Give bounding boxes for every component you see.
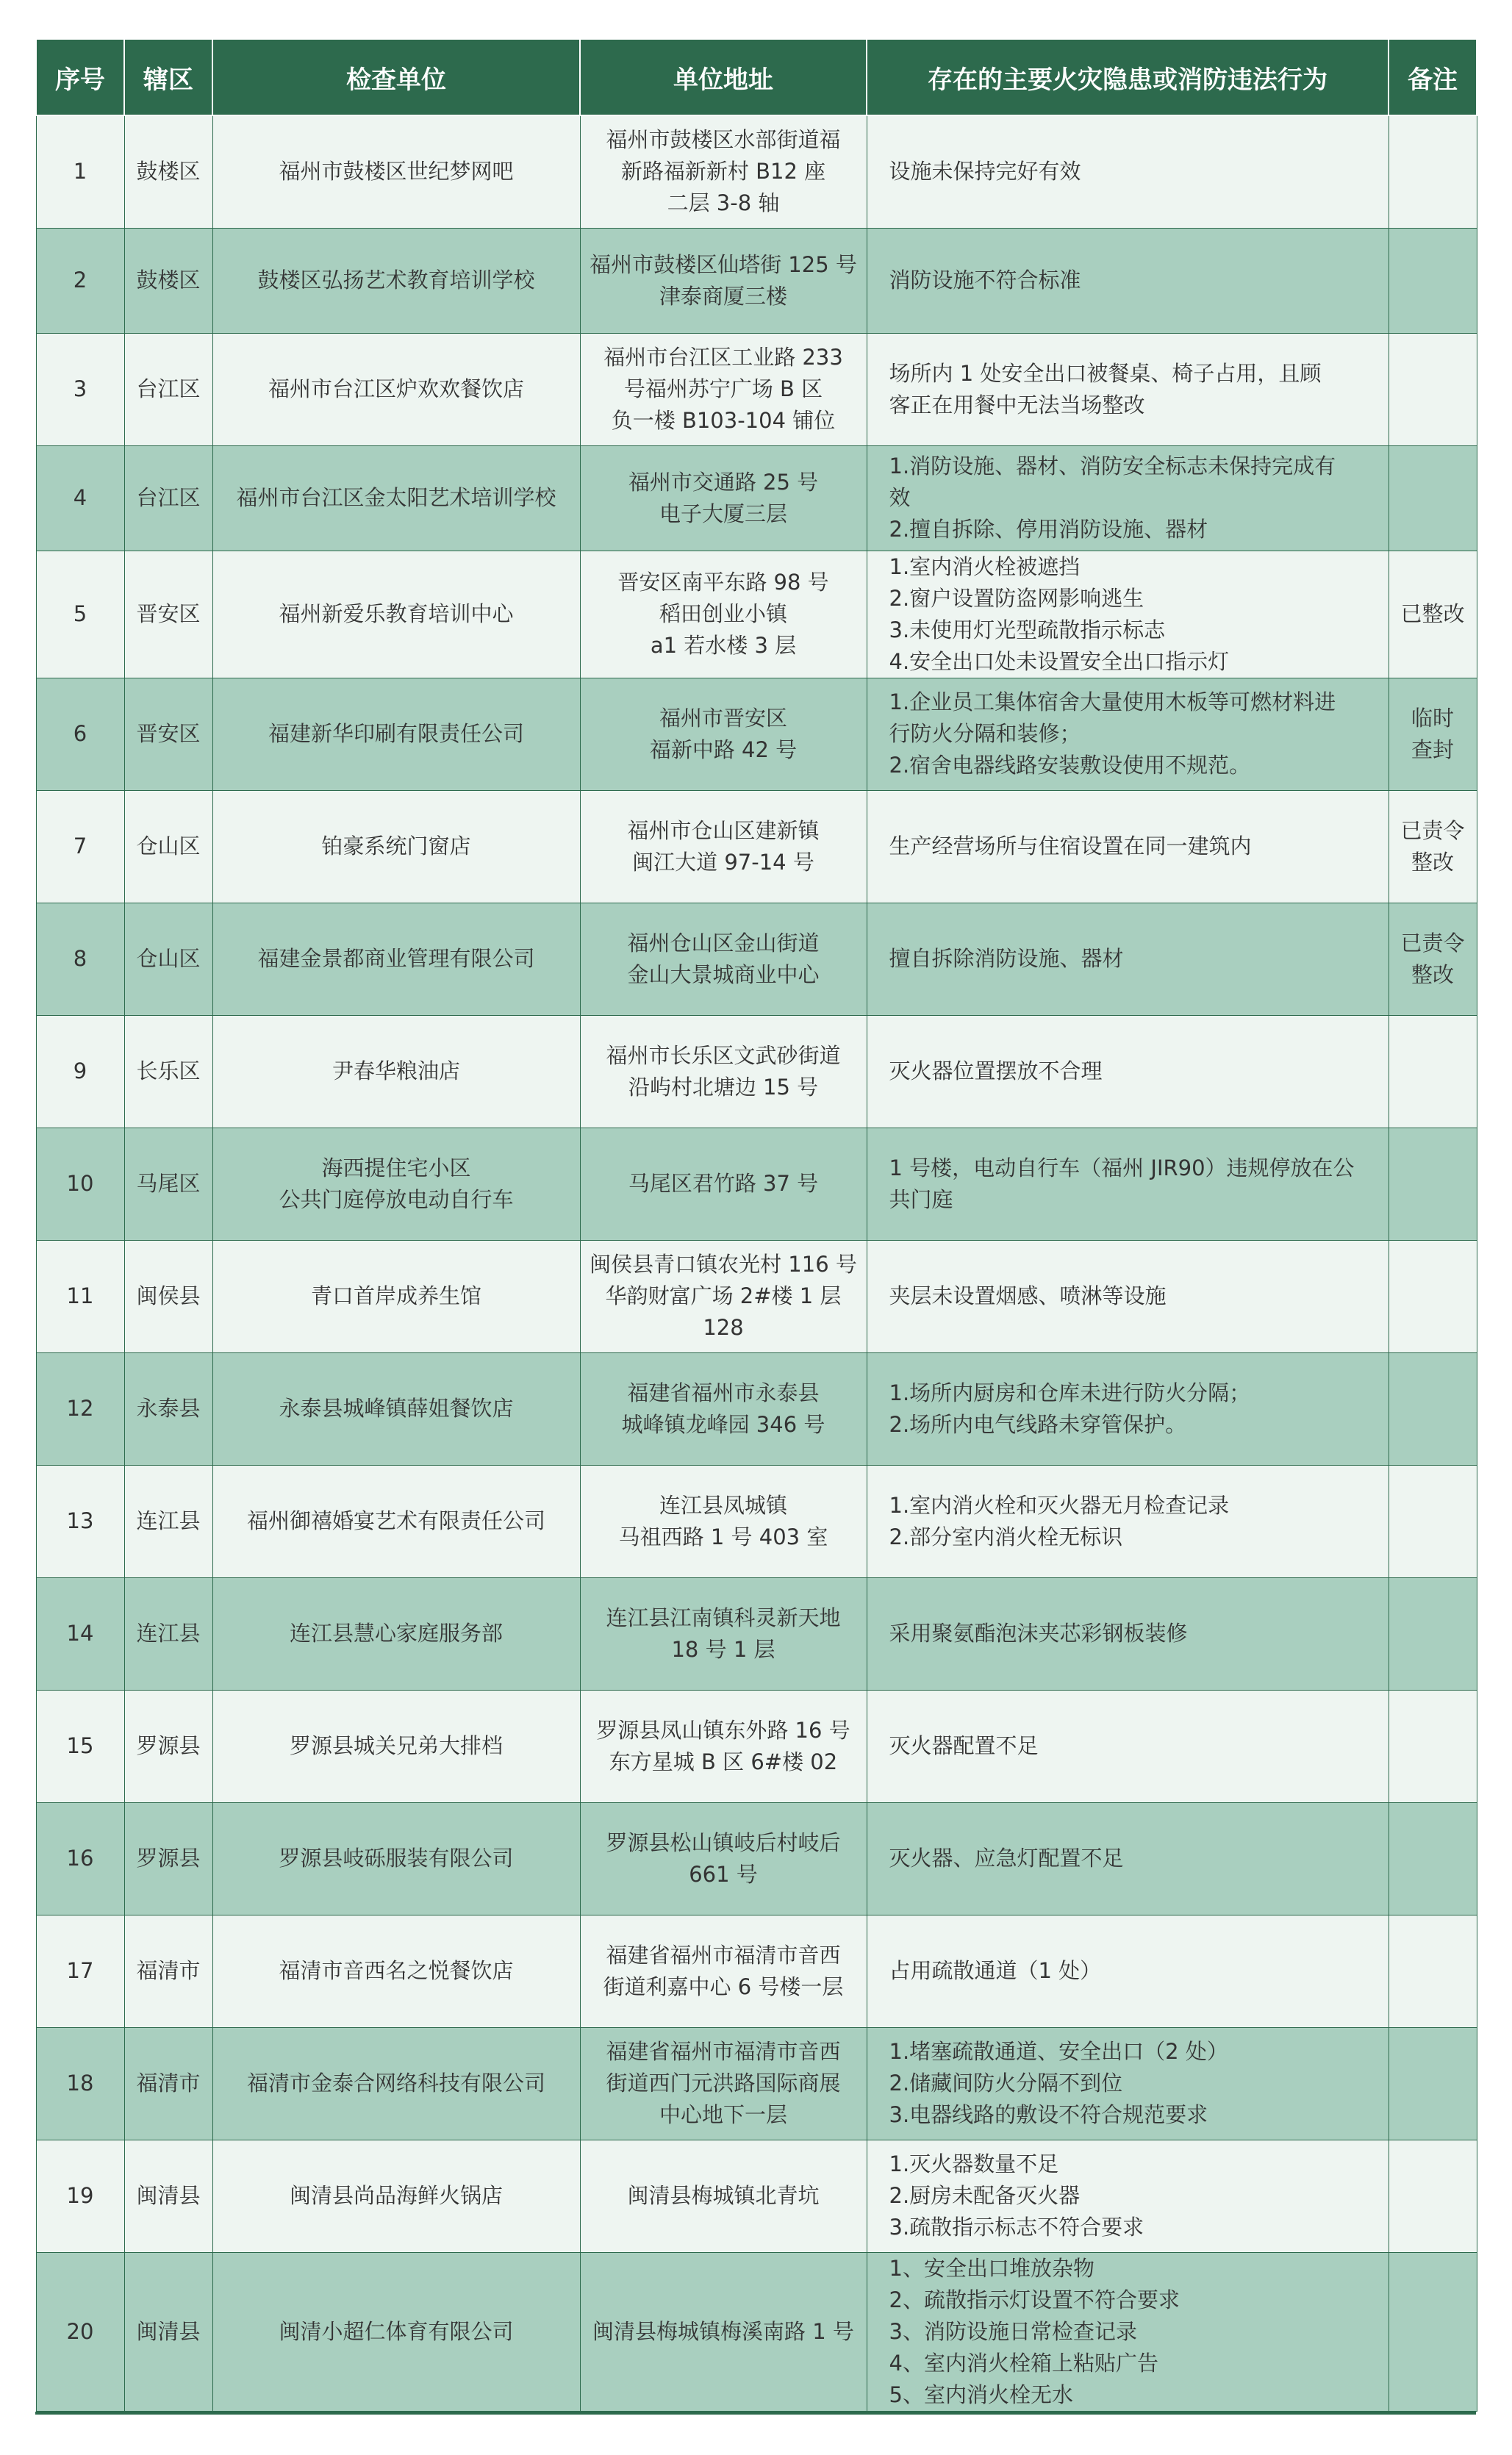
cell-note [1389, 1352, 1477, 1465]
cell-unit-line: 福州市台江区炉欢欢餐饮店 [268, 376, 524, 401]
table-row [36, 1240, 1477, 1352]
cell-unit-line: 福州市鼓楼区世纪梦网吧 [279, 159, 514, 184]
cell-unit-line: 青口首岸成养生馆 [310, 1283, 481, 1308]
cell-issue-line: 采用聚氨酯泡沫夹芯彩钢板装修 [889, 1621, 1188, 1646]
cell-district: 闽清县 [124, 2140, 212, 2252]
table-row [36, 551, 1477, 678]
header-issue: 存在的主要火灾隐患或消防违法行为 [867, 39, 1389, 115]
cell-note-line: 已责令 [1400, 930, 1465, 956]
cell-issue-line: 1 号楼，电动自行车（福州 JIR90）违规停放在公 [889, 1155, 1355, 1180]
cell-unit [212, 2027, 580, 2140]
cell-address [580, 790, 867, 903]
cell-issue [867, 2140, 1389, 2252]
cell-issue-line: 2.部分室内消火栓无标识 [889, 1524, 1123, 1549]
cell-seq: 16 [36, 1802, 124, 1915]
cell-unit-line: 鼓楼区弘扬艺术教育培训学校 [257, 268, 535, 293]
table-row [36, 1690, 1477, 1802]
cell-note [1389, 228, 1477, 333]
cell-seq: 2 [36, 228, 124, 333]
cell-unit-line: 闽清小超仁体育有限公司 [279, 2318, 514, 2344]
cell-issue-line: 3.未使用灯光型疏散指示标志 [889, 617, 1166, 642]
cell-issue-line: 夹层未设置烟感、喷淋等设施 [889, 1283, 1167, 1308]
cell-address-line: 福建省福州市福清市音西 [606, 1942, 841, 1968]
cell-address [580, 1352, 867, 1465]
cell-note [1389, 2252, 1477, 2411]
cell-seq: 20 [36, 2252, 124, 2411]
cell-district: 台江区 [124, 333, 212, 445]
cell-issue-line: 行防火分隔和装修； [889, 721, 1081, 746]
cell-address [580, 115, 867, 228]
cell-issue-line: 2.场所内电气线路未穿管保护。 [889, 1411, 1187, 1437]
cell-issue-line: 5、室内消火栓无水 [889, 2381, 1073, 2407]
cell-issue-line: 灭火器配置不足 [889, 1733, 1039, 1758]
cell-district: 永泰县 [124, 1352, 212, 1465]
cell-address-line: 电子大厦三层 [659, 501, 787, 526]
cell-note [1389, 1465, 1477, 1577]
cell-unit-line: 闽清县尚品海鲜火锅店 [289, 2183, 503, 2208]
cell-issue-line: 2、疏散指示灯设置不符合要求 [889, 2287, 1180, 2312]
cell-unit-line: 尹春华粮油店 [332, 1058, 460, 1083]
table-row [36, 1915, 1477, 2027]
cell-issue-line: 2.宿舍电器线路安装敷设使用不规范。 [889, 753, 1251, 778]
cell-note [1389, 551, 1477, 678]
cell-unit-line: 罗源县岐砾服装有限公司 [279, 1846, 514, 1871]
table-row [36, 1465, 1477, 1577]
cell-issue-line: 2.窗户设置防盗网影响逃生 [889, 585, 1144, 611]
cell-address-line: 福州市鼓楼区水部街道福 [606, 127, 841, 153]
cell-issue-line: 4.安全出口处未设置安全出口指示灯 [889, 648, 1230, 674]
cell-issue-line: 3.电器线路的敷设不符合规范要求 [889, 2102, 1208, 2127]
cell-unit-line: 公共门庭停放电动自行车 [279, 1186, 514, 1212]
table-row [36, 2140, 1477, 2252]
cell-district: 闽清县 [124, 2252, 212, 2411]
cell-address-line: 罗源县松山镇岐后村岐后 [606, 1829, 841, 1855]
cell-district: 连江县 [124, 1465, 212, 1577]
cell-address [580, 2252, 867, 2411]
cell-seq: 1 [36, 115, 124, 228]
table-row [36, 445, 1477, 551]
cell-unit-line: 福清市音西名之悦餐饮店 [279, 1958, 514, 1983]
cell-issue [867, 445, 1389, 551]
cell-address-line: 闽江大道 97-14 号 [632, 849, 814, 875]
cell-issue [867, 903, 1389, 1015]
header-district: 辖区 [124, 39, 212, 115]
cell-address [580, 333, 867, 445]
cell-unit [212, 551, 580, 678]
cell-district: 福清市 [124, 2027, 212, 2140]
cell-issue-line: 灭火器、应急灯配置不足 [889, 1846, 1124, 1871]
cell-address-line: 号福州苏宁广场 B 区 [623, 376, 823, 401]
cell-unit [212, 1240, 580, 1352]
cell-district: 罗源县 [124, 1690, 212, 1802]
cell-seq: 14 [36, 1577, 124, 1690]
cell-issue-line: 设施未保持完好有效 [889, 159, 1081, 184]
table-row [36, 790, 1477, 903]
cell-address-line: 闽清县梅城镇梅溪南路 1 号 [592, 2318, 854, 2344]
cell-seq: 4 [36, 445, 124, 551]
cell-district: 台江区 [124, 445, 212, 551]
cell-note [1389, 790, 1477, 903]
cell-note-line: 整改 [1411, 849, 1454, 875]
cell-unit [212, 115, 580, 228]
cell-issue [867, 678, 1389, 790]
cell-unit-line: 福建金景都商业管理有限公司 [257, 946, 535, 971]
cell-note [1389, 2027, 1477, 2140]
cell-address [580, 903, 867, 1015]
cell-address-line: 福州仓山区金山街道 [627, 930, 820, 956]
cell-address-line: 沿屿村北塘边 15 号 [628, 1074, 819, 1100]
cell-district: 鼓楼区 [124, 115, 212, 228]
cell-issue-line: 客正在用餐中无法当场整改 [889, 392, 1145, 417]
cell-district: 鼓楼区 [124, 228, 212, 333]
cell-address-line: 福州市长乐区文武砂街道 [606, 1042, 841, 1068]
cell-seq: 10 [36, 1128, 124, 1240]
table-row [36, 1015, 1477, 1128]
table-row [36, 1577, 1477, 1690]
cell-district: 晋安区 [124, 678, 212, 790]
cell-address-line: 罗源县凤山镇东外路 16 号 [596, 1717, 850, 1743]
cell-address-line: 新路福新新村 B12 座 [620, 159, 826, 184]
cell-address-line: a1 若水楼 3 层 [650, 633, 797, 658]
cell-issue [867, 1015, 1389, 1128]
fire-inspection-table [35, 38, 1477, 2412]
cell-unit [212, 2252, 580, 2411]
cell-address-line: 闽侯县青口镇农光村 116 号 [590, 1252, 857, 1277]
cell-address [580, 445, 867, 551]
cell-address-line: 福州市仓山区建新镇 [627, 817, 820, 843]
cell-issue-line: 2.厨房未配备灭火器 [889, 2183, 1081, 2208]
cell-issue-line: 1.室内消火栓和灭火器无月检查记录 [889, 1492, 1230, 1518]
cell-issue-line: 3.疏散指示标志不符合要求 [889, 2215, 1144, 2240]
cell-address [580, 1240, 867, 1352]
cell-issue-line: 共门庭 [889, 1186, 953, 1212]
cell-address-line: 661 号 [689, 1861, 758, 1887]
cell-address-line: 中心地下一层 [659, 2102, 787, 2127]
cell-address-line: 连江县凤城镇 [659, 1492, 787, 1518]
cell-address-line: 晋安区南平东路 98 号 [617, 570, 829, 595]
cell-issue-line: 灭火器位置摆放不合理 [889, 1058, 1103, 1083]
cell-address-line: 华韵财富广场 2#楼 1 层 128 [605, 1283, 842, 1340]
table-row [36, 1802, 1477, 1915]
cell-note-line: 整改 [1411, 961, 1454, 987]
cell-note [1389, 445, 1477, 551]
cell-issue [867, 1802, 1389, 1915]
table-row [36, 1128, 1477, 1240]
cell-issue [867, 1690, 1389, 1802]
cell-address [580, 2140, 867, 2252]
cell-address-line: 金山大景城商业中心 [627, 961, 820, 987]
cell-seq: 19 [36, 2140, 124, 2252]
cell-issue [867, 1352, 1389, 1465]
cell-issue [867, 790, 1389, 903]
cell-note [1389, 1240, 1477, 1352]
cell-unit [212, 1577, 580, 1690]
cell-seq: 8 [36, 903, 124, 1015]
cell-address-line: 二层 3-8 轴 [667, 190, 780, 216]
cell-unit [212, 903, 580, 1015]
cell-seq: 17 [36, 1915, 124, 2027]
cell-address-line: 福州市交通路 25 号 [628, 469, 819, 495]
table-bottom-rule [35, 2412, 1476, 2415]
cell-seq: 7 [36, 790, 124, 903]
cell-unit [212, 1915, 580, 2027]
cell-unit-line: 福州御禧婚宴艺术有限责任公司 [246, 1508, 545, 1533]
cell-district: 罗源县 [124, 1802, 212, 1915]
cell-unit-line: 福州新爱乐教育培训中心 [279, 601, 514, 626]
cell-district: 仓山区 [124, 903, 212, 1015]
cell-unit [212, 333, 580, 445]
cell-address-line: 负一楼 B103-104 铺位 [611, 408, 836, 433]
cell-address-line: 稻田创业小镇 [659, 601, 787, 626]
cell-issue-line: 1、安全出口堆放杂物 [889, 2255, 1094, 2281]
header-seq: 序号 [36, 39, 124, 115]
cell-address-line: 马祖西路 1 号 403 室 [618, 1524, 828, 1549]
cell-unit [212, 1128, 580, 1240]
table-row [36, 678, 1477, 790]
table-row [36, 2252, 1477, 2411]
cell-address-line: 福州市晋安区 [659, 705, 787, 731]
cell-address [580, 1577, 867, 1690]
cell-issue-line: 擅自拆除消防设施、器材 [889, 946, 1124, 971]
cell-issue-line: 1.企业员工集体宿舍大量使用木板等可燃材料进 [889, 689, 1336, 714]
cell-district: 闽侯县 [124, 1240, 212, 1352]
cell-district: 连江县 [124, 1577, 212, 1690]
cell-issue-line: 生产经营场所与住宿设置在同一建筑内 [889, 834, 1252, 859]
cell-address [580, 1015, 867, 1128]
cell-issue-line: 1.堵塞疏散通道、安全出口（2 处） [889, 2039, 1228, 2064]
cell-unit [212, 445, 580, 551]
cell-address [580, 228, 867, 333]
cell-note [1389, 333, 1477, 445]
cell-unit-line: 连江县慧心家庭服务部 [289, 1621, 503, 1646]
cell-issue [867, 1577, 1389, 1690]
cell-seq: 5 [36, 551, 124, 678]
cell-district: 仓山区 [124, 790, 212, 903]
cell-issue-line: 场所内 1 处安全出口被餐桌、椅子占用，且顾 [889, 360, 1322, 386]
cell-note [1389, 1015, 1477, 1128]
cell-district: 长乐区 [124, 1015, 212, 1128]
cell-issue-line: 1.室内消火栓被遮挡 [889, 553, 1081, 579]
cell-unit-line: 罗源县城关兄弟大排档 [289, 1733, 503, 1758]
cell-issue-line: 消防设施不符合标准 [889, 268, 1081, 293]
cell-issue [867, 228, 1389, 333]
cell-seq: 15 [36, 1690, 124, 1802]
cell-issue-line: 2.擅自拆除、停用消防设施、器材 [889, 517, 1208, 542]
cell-address-line: 马尾区君竹路 37 号 [628, 1171, 819, 1196]
cell-note [1389, 1802, 1477, 1915]
cell-seq: 13 [36, 1465, 124, 1577]
cell-issue-line: 3、消防设施日常检查记录 [889, 2318, 1137, 2344]
header-note: 备注 [1389, 39, 1477, 115]
cell-district: 马尾区 [124, 1128, 212, 1240]
cell-issue [867, 551, 1389, 678]
cell-address-line: 闽清县梅城镇北青坑 [627, 2183, 820, 2208]
table-row [36, 1352, 1477, 1465]
cell-address-line: 城峰镇龙峰园 346 号 [621, 1411, 825, 1437]
cell-unit [212, 790, 580, 903]
table-row [36, 228, 1477, 333]
table-header-row [36, 39, 1477, 115]
cell-issue [867, 333, 1389, 445]
cell-district: 福清市 [124, 1915, 212, 2027]
cell-issue-line: 1.灭火器数量不足 [889, 2151, 1059, 2176]
inspection-table-container [35, 38, 1476, 2415]
cell-note-line: 已责令 [1400, 817, 1465, 843]
cell-unit [212, 1465, 580, 1577]
cell-unit-line: 铂豪系统门窗店 [321, 834, 471, 859]
cell-note-line: 已整改 [1400, 601, 1465, 626]
cell-unit-line: 永泰县城峰镇薛姐餐饮店 [279, 1396, 514, 1421]
cell-note [1389, 1128, 1477, 1240]
cell-address-line: 东方星城 B 区 6#楼 02 [609, 1749, 838, 1774]
cell-issue [867, 2252, 1389, 2411]
cell-address-line: 福建省福州市永泰县 [627, 1380, 820, 1405]
cell-address-line: 连江县江南镇科灵新天地 [606, 1605, 841, 1630]
cell-note-line: 临时 [1411, 705, 1454, 731]
cell-unit [212, 1802, 580, 1915]
cell-note [1389, 1577, 1477, 1690]
cell-seq: 18 [36, 2027, 124, 2140]
cell-address [580, 2027, 867, 2140]
table-row [36, 2027, 1477, 2140]
cell-seq: 12 [36, 1352, 124, 1465]
cell-address-line: 福州市鼓楼区仙塔街 125 号 [590, 251, 857, 277]
cell-note [1389, 115, 1477, 228]
cell-unit [212, 678, 580, 790]
cell-issue [867, 1915, 1389, 2027]
cell-issue-line: 1.消防设施、器材、消防安全标志未保持完成有 [889, 454, 1336, 479]
cell-seq: 9 [36, 1015, 124, 1128]
cell-address-line: 福建省福州市福清市音西 [606, 2039, 841, 2064]
cell-issue [867, 115, 1389, 228]
cell-address-line: 福新中路 42 号 [649, 736, 798, 762]
cell-unit [212, 1015, 580, 1128]
cell-district: 晋安区 [124, 551, 212, 678]
cell-seq: 6 [36, 678, 124, 790]
cell-address-line: 福州市台江区工业路 233 [603, 345, 843, 370]
table-row [36, 903, 1477, 1015]
cell-address [580, 1465, 867, 1577]
cell-issue [867, 1128, 1389, 1240]
cell-unit-line: 福州市台江区金太阳艺术培训学校 [236, 485, 556, 510]
cell-address-line: 18 号 1 层 [671, 1636, 775, 1662]
cell-note [1389, 1915, 1477, 2027]
cell-issue [867, 2027, 1389, 2140]
cell-note-line: 查封 [1411, 736, 1454, 762]
cell-unit-line: 海西提住宅小区 [321, 1155, 471, 1180]
cell-address [580, 678, 867, 790]
cell-address [580, 1690, 867, 1802]
cell-unit [212, 1690, 580, 1802]
table-body [36, 115, 1477, 2411]
cell-issue-line: 效 [889, 485, 911, 510]
header-address: 单位地址 [580, 39, 867, 115]
cell-note [1389, 2140, 1477, 2252]
cell-issue-line: 1.场所内厨房和仓库未进行防火分隔； [889, 1380, 1251, 1405]
cell-address-line: 街道西门元洪路国际商展 [606, 2071, 841, 2096]
cell-seq: 11 [36, 1240, 124, 1352]
cell-seq: 3 [36, 333, 124, 445]
cell-note [1389, 903, 1477, 1015]
cell-unit-line: 福清市金泰合网络科技有限公司 [246, 2071, 545, 2096]
cell-issue [867, 1240, 1389, 1352]
cell-address [580, 1915, 867, 2027]
cell-note [1389, 1690, 1477, 1802]
cell-unit [212, 228, 580, 333]
cell-address-line: 津泰商厦三楼 [659, 283, 787, 309]
table-row [36, 333, 1477, 445]
cell-issue-line: 占用疏散通道（1 处） [889, 1958, 1102, 1983]
cell-address [580, 1802, 867, 1915]
cell-issue-line: 2.储藏间防火分隔不到位 [889, 2071, 1123, 2096]
cell-unit-line: 福建新华印刷有限责任公司 [268, 721, 524, 746]
header-unit: 检查单位 [212, 39, 580, 115]
cell-unit [212, 2140, 580, 2252]
cell-issue [867, 1465, 1389, 1577]
cell-address [580, 1128, 867, 1240]
cell-note [1389, 678, 1477, 790]
cell-address-line: 街道利嘉中心 6 号楼一层 [603, 1974, 844, 1999]
table-row [36, 115, 1477, 228]
cell-address [580, 551, 867, 678]
cell-unit [212, 1352, 580, 1465]
cell-issue-line: 4、室内消火栓箱上粘贴广告 [889, 2350, 1158, 2376]
